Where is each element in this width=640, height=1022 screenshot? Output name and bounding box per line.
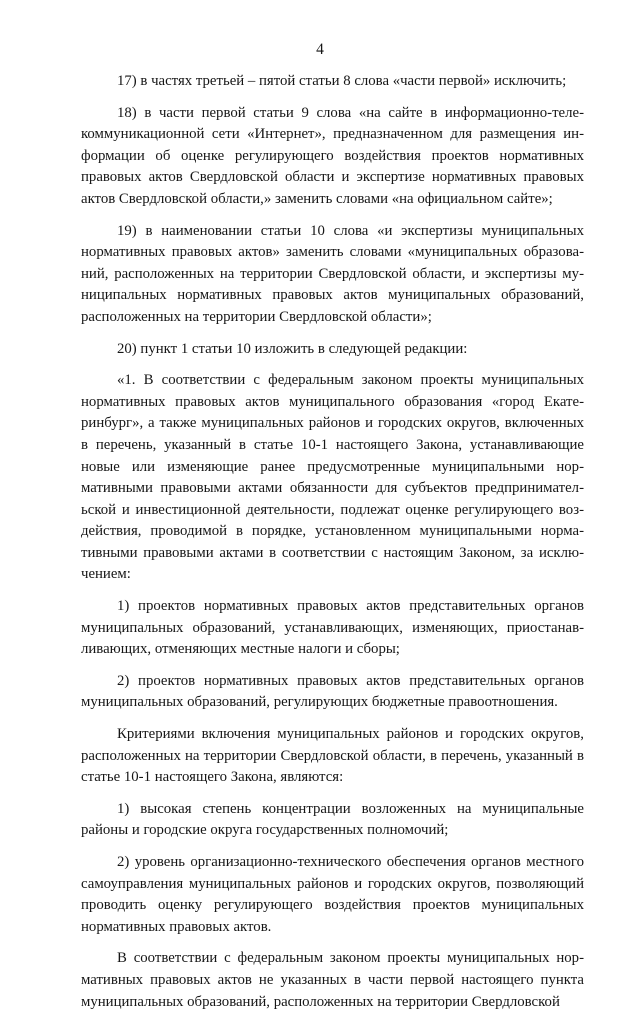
- paragraph-item-18: 18) в части первой статьи 9 слова «на сайте в информационно-телекоммуникационной сети «Интернет», предназначенном для размещения информации об оценке регулирующего воздействия проектов нормативных правовых актов Свердловской области и экспертизе нормативных правовых актов Свердловской области,» заменить словами «на официальном сайте»;: [81, 104, 584, 207]
- paragraph-criteria-intro: Критериями включения муниципальных районов и городских округов, расположенных на территории Свердловской области, в перечень, указанный в статье 10-1 настоящего Закона, являются:: [81, 726, 584, 786]
- paragraph-item-19: 19) в наименовании статьи 10 слова «и экспертизы муниципальных нормативных правовых актов» заменить словами «муниципальных образований, расположенных на территории Свердловской области, и экспертизы муниципальных нормативных правовых актов муниципальных образований, расположенных на территории Свердловской области»;: [81, 222, 584, 325]
- document-body: [81, 71, 584, 1022]
- paragraph-other-municipalities: В соответствии с федеральным законом проекты муниципальных нормативных правовых актов не указанных в части первой настоящего пункта муниципальных образований, расположенных на территории Свердловской: [81, 950, 584, 1010]
- paragraph-new-clause-1: «1. В соответствии с федеральным законом проекты муниципальных нормативных правовых актов муниципального образования «город Екатеринбург», а также муниципальных районов и городских округов, включенных в перечень, указанный в статье 10-1 настоящего Закона, устанавливающие новые или изменяющие ранее предусмотренные муниципальными нормативными правовыми актами обязанности для субъектов предпринимательской и инвестиционной деятельности, подлежат оценке регулирующего воздействия, проводимой в порядке, установленном муниципальными нормативными правовыми актами в соответствии с настоящим Законом, за исключением:: [81, 372, 584, 583]
- paragraph-criterion-2: 2) уровень организационно-технического обеспечения органов местного самоуправления муниципальных районов и городских округов, позволяющий проводить оценку регулирующего воздействия проектов муниципальных нормативных правовых актов.: [81, 854, 584, 935]
- paragraph-item-20: 20) пункт 1 статьи 10 изложить в следующей редакции:: [117, 340, 468, 357]
- page-number: 4: [316, 41, 324, 58]
- paragraph-exception-2: 2) проектов нормативных правовых актов представительных органов муниципальных образований, регулирующих бюджетные правоотношения.: [81, 672, 584, 711]
- paragraph-exception-1: 1) проектов нормативных правовых актов представительных органов муниципальных образований, устанавливающих, изменяющих, приостанавливающих, отменяющих местные налоги и сборы;: [81, 598, 584, 658]
- paragraph-item-17: 17) в частях третьей – пятой статьи 8 слова «части первой» исключить;: [117, 73, 567, 89]
- paragraph-criterion-1: 1) высокая степень концентрации возложенных на муниципальные районы и городские округа государственных полномочий;: [81, 800, 584, 839]
